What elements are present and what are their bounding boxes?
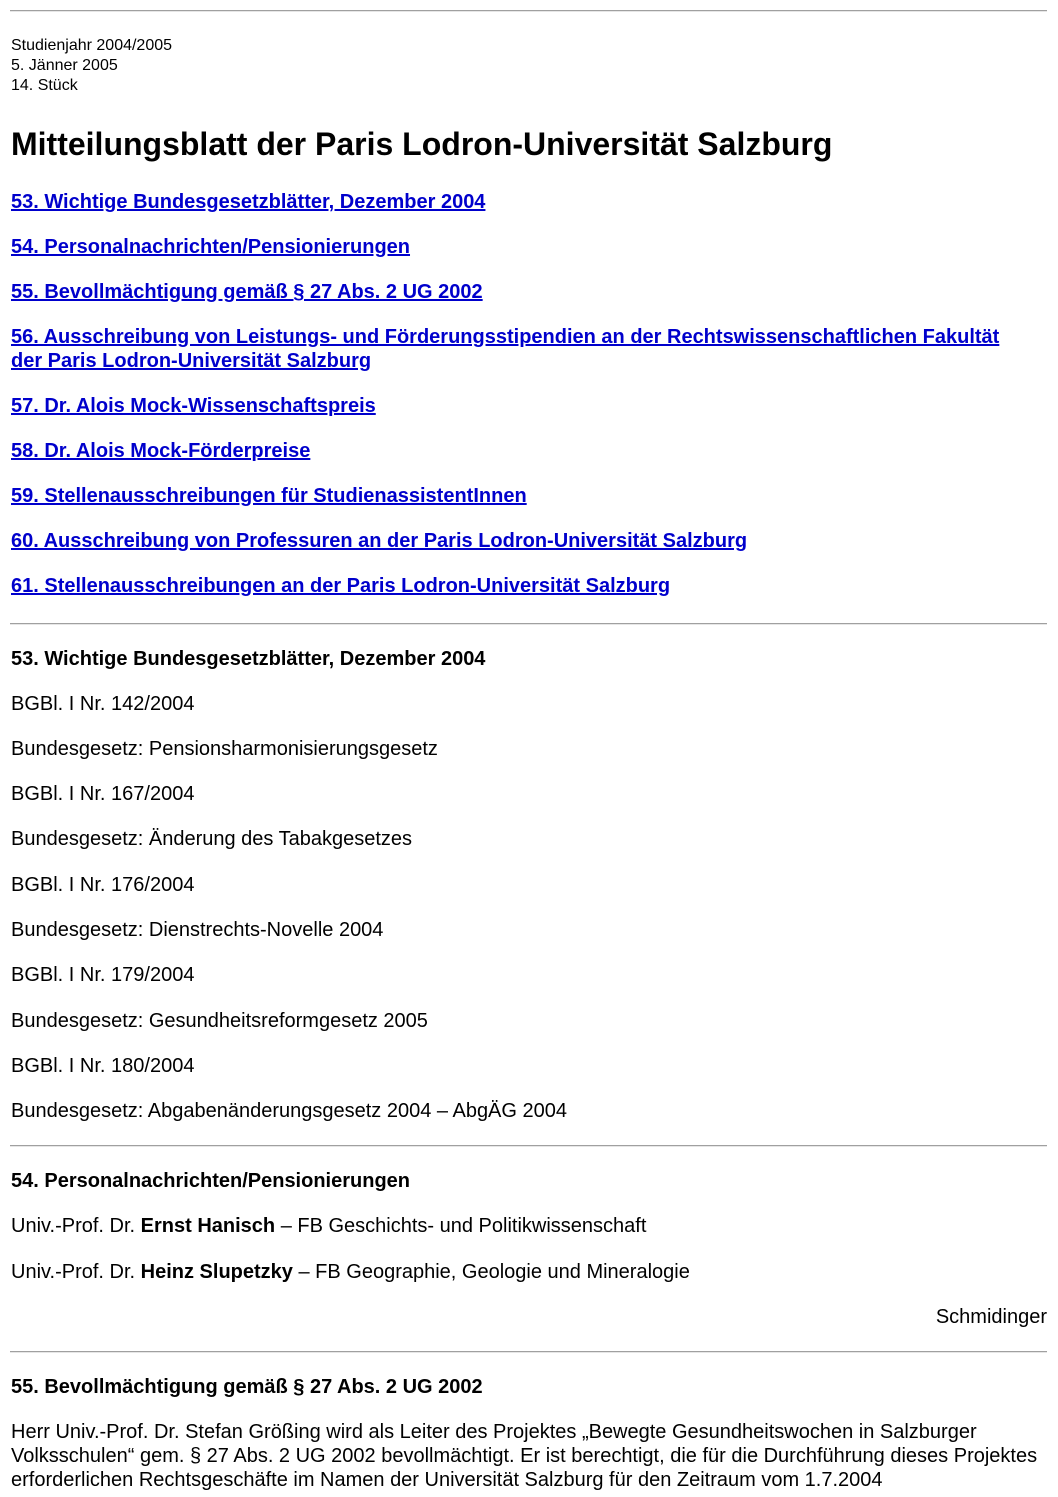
toc-item <box>11 190 1011 214</box>
table-of-contents <box>11 190 1011 619</box>
section-divider <box>10 1351 1047 1353</box>
toc-link-59[interactable]: 59. Stellenausschreibungen für StudienassistentInnen <box>11 485 527 507</box>
toc-link-60[interactable]: 60. Ausschreibung von Professuren an der Paris Lodron-Universität Salzburg <box>11 530 748 552</box>
law-entry: BGBl. I Nr. 167/2004 <box>11 783 195 805</box>
person-department: – FB Geographie, Geologie und Mineralogie <box>292 1261 690 1283</box>
law-entry: BGBl. I Nr. 180/2004 <box>11 1055 195 1077</box>
toc-link-55[interactable]: 55. Bevollmächtigung gemäß § 27 Abs. 2 UG 2002 <box>11 281 483 303</box>
law-entry: Bundesgesetz: Pensionsharmonisierungsgesetz <box>11 738 438 760</box>
toc-item <box>11 280 1011 304</box>
section-55-text: Herr Univ.-Prof. Dr. Stefan Größing wird als Leiter des Projektes „Bewegte Gesundheitswochen in Salzburger Volksschulen“ gem. § 27 Abs. 2 UG 2002 bevollmächtigt. Er ist berechtigt, die für die Durchführung dieses Projektes erforderlichen Rechtsgeschäfte im Namen der Universität Salzburg für den Zeitraum vom 1.7.2004 <box>11 1421 1038 1491</box>
issue-number: 14. Stück <box>11 77 78 94</box>
issue-date: 5. Jänner 2005 <box>11 57 118 74</box>
law-entry: Bundesgesetz: Änderung des Tabakgesetzes <box>11 828 413 850</box>
toc-link-58[interactable]: 58. Dr. Alois Mock-Förderpreise <box>11 440 311 462</box>
toc-item <box>11 484 1011 508</box>
toc-item <box>11 394 1011 418</box>
toc-item <box>11 529 1011 553</box>
law-entry: BGBl. I Nr. 176/2004 <box>11 874 195 896</box>
page-title: Mitteilungsblatt der Paris Lodron-Universität Salzburg <box>11 126 833 162</box>
person-title: Univ.-Prof. Dr. <box>11 1261 141 1283</box>
section-53-heading: 53. Wichtige Bundesgesetzblätter, Dezember 2004 <box>11 648 486 670</box>
law-entry: Bundesgesetz: Dienstrechts-Novelle 2004 <box>11 919 384 941</box>
person-name: Heinz Slupetzky <box>140 1261 293 1283</box>
person-name: Ernst Hanisch <box>140 1215 276 1237</box>
signature: Schmidinger <box>935 1306 1047 1328</box>
section-54-heading: 54. Personalnachrichten/Pensionierungen <box>11 1170 411 1192</box>
law-entry: BGBl. I Nr. 142/2004 <box>11 693 195 715</box>
person-entry <box>11 1214 646 1238</box>
section-divider <box>10 623 1047 625</box>
toc-link-57[interactable]: 57. Dr. Alois Mock-Wissenschaftspreis <box>11 395 376 417</box>
section-55-heading: 55. Bevollmächtigung gemäß § 27 Abs. 2 UG 2002 <box>11 1376 483 1398</box>
law-entry: BGBl. I Nr. 179/2004 <box>11 964 195 986</box>
top-divider <box>10 10 1047 12</box>
toc-item <box>11 574 1011 598</box>
law-entry: Bundesgesetz: Gesundheitsreformgesetz 2005 <box>11 1010 428 1032</box>
toc-item <box>11 325 1011 373</box>
study-year: Studienjahr 2004/2005 <box>11 37 173 54</box>
person-entry <box>11 1260 690 1284</box>
issue-meta <box>11 36 1047 96</box>
toc-link-53[interactable]: 53. Wichtige Bundesgesetzblätter, Dezember 2004 <box>11 191 486 213</box>
person-department: – FB Geschichts- und Politikwissenschaft <box>275 1215 647 1237</box>
section-divider <box>10 1145 1047 1147</box>
law-entry: Bundesgesetz: Abgabenänderungsgesetz 2004 – AbgÄG 2004 <box>11 1100 568 1122</box>
toc-item <box>11 235 1011 259</box>
toc-link-54[interactable]: 54. Personalnachrichten/Pensionierungen <box>11 236 411 258</box>
toc-item <box>11 439 1011 463</box>
person-title: Univ.-Prof. Dr. <box>11 1215 141 1237</box>
toc-link-61[interactable]: 61. Stellenausschreibungen an der Paris Lodron-Universität Salzburg <box>11 575 671 597</box>
toc-link-56[interactable]: 56. Ausschreibung von Leistungs- und Förderungsstipendien an der Rechtswissenschaftlichen Fakultät der Paris Lodron-Universität Salzburg <box>11 326 1000 372</box>
